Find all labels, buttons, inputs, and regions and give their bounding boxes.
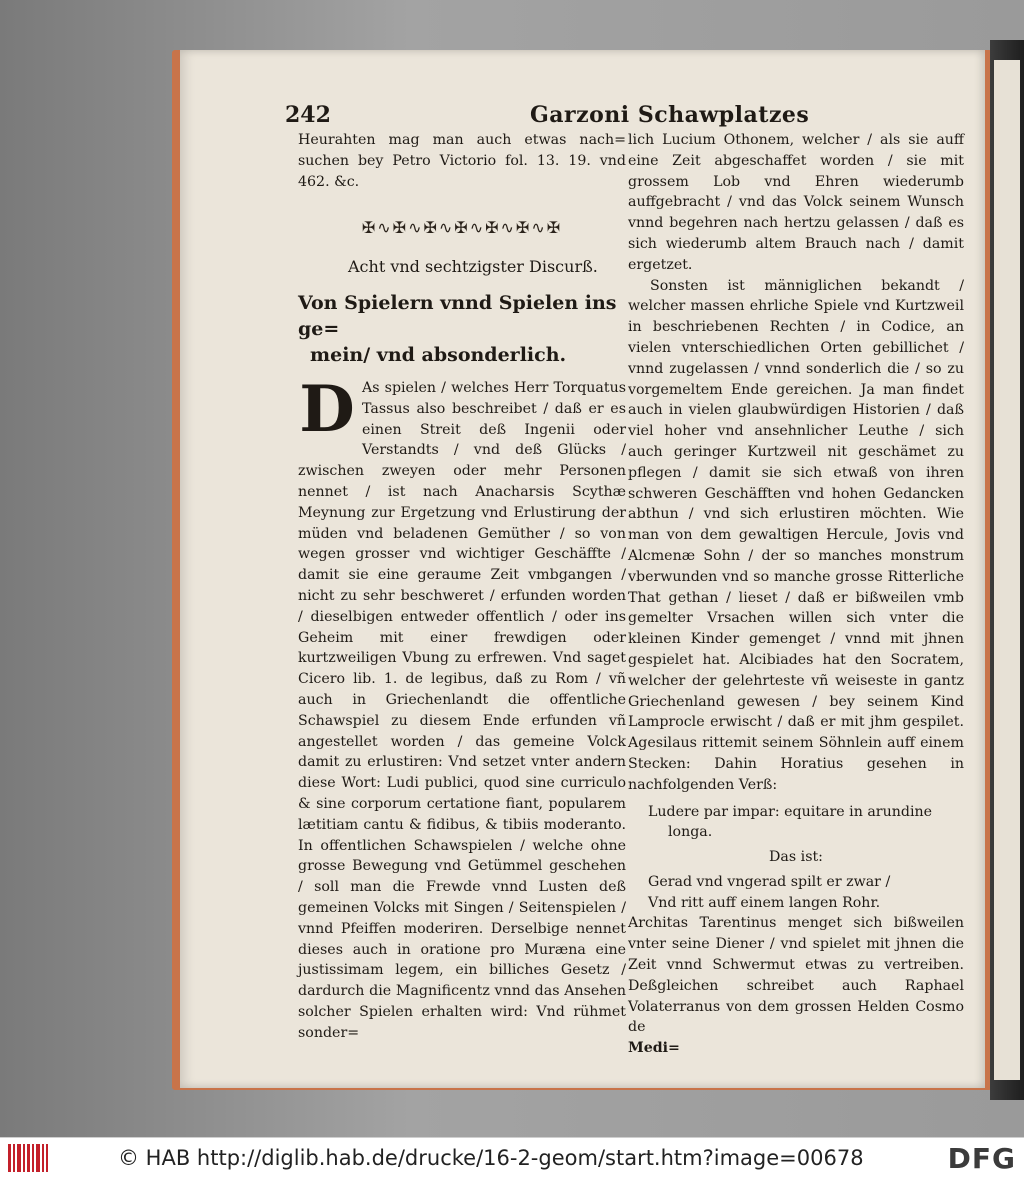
body-block (298, 371, 626, 1044)
right-paragraph-1: lich Lucium Othonem, welcher / als sie auff eine Zeit abgeschaffet worden / sie mit grossem Lob vnd Ehren wiederumb auffgebracht / vnd das Volck seinem Wunsch vnnd begehren nach hertzu gelassen / daß es sich wiederumb altem Brauch nach / damit ergetzet. (628, 132, 964, 273)
section-heading (298, 290, 626, 368)
next-page-edge (990, 40, 1024, 1100)
page-number: 242 (285, 102, 331, 128)
right-column (628, 130, 964, 1059)
intro-paragraph: Heurahten mag man auch etwas nach= suchen bey Petro Victorio fol. 13. 19. vnd 462. &c. (298, 132, 626, 190)
catchword: Medi= (628, 1040, 680, 1057)
copyright-link[interactable]: © HAB http://diglib.hab.de/drucke/16-2-geom/start.htm?image=00678 (118, 1146, 864, 1170)
body-paragraph: As spielen / welches Herr Torquatus Tassus also beschreibet / daß er es einen Streit deß Ingenii oder Verstandts / vnd deß Glücks / zwischen zweyen oder mehr Personen nennet / ist nach Anacharsis Scythæ Meynung zur Ergetzung vnd Erlustirung der müden vnd beladenen Gemüther / so von wegen grosser vnd wichtiger Geschäffte / damit sie eine geraume Zeit vmbgangen / nicht zu sehr beschweret / erfunden worden / dieselbigen entweder offentlich / oder ins Geheim mit einer frewdigen oder kurtzweiligen Vbung zu erfrewen. Vnd saget Cicero lib. 1. de legibus, daß zu Rom / vñ auch in Griechenlandt die offentliche Schawspiel zu diesem Ende erfunden vñ angestellet worden / das gemeine Volck damit zu erlustiren: Vnd setzet vnter andern diese Wort: Ludi publici, quod sine curriculo & sine corporum certatione fiant, popularem lætitiam cantu & fidibus, & tibiis moderanto. In offentlichen Schawspielen / welche ohne grosse Bewegung vnd Getümmel geschehen / soll man die Frewde vnnd Lusten deß gemeinen Volcks mit Singen / Seitenspielen / vnnd Pfeiffen moderiren. Derselbige nennet dieses auch in oratione pro Muræna eine justissimam legem, ein billiches Gesetz / dardurch die Magnificentz vnnd das Ansehen solcher Spielen erhalten wird: Vnd rühmet sonder= (298, 379, 626, 1041)
latin-verse-line2: longa. (668, 824, 713, 841)
right-paragraph-3: Architas Tarentinus menget sich bißweilen vnter seine Diener / vnd spielet mit jhnen die Zeit vnnd Schwermut etwas zu vertreiben. Deßgleichen schreibet auch Raphael Volaterranus von dem grossen Helden Cosmo de (628, 915, 964, 1036)
page-header (285, 102, 965, 132)
section-heading-line2: mein/ vnd absonderlich. (310, 343, 567, 366)
section-heading-line1: Von Spielern vnnd Spielen ins ge= (298, 291, 617, 340)
drop-cap-letter: D (299, 371, 355, 447)
dfg-logo: DFG (947, 1142, 1016, 1175)
ornament-divider: ✠∿✠∿✠∿✠∿✠∿✠∿✠ (361, 218, 563, 238)
book-page (180, 50, 985, 1088)
barcode-icon (8, 1144, 48, 1172)
right-paragraph-2: Sonsten ist männiglichen bekandt / welcher massen ehrliche Spiele vnd Kurtzweil in beschriebenen Rechten / in Codice, an vielen vnterschiedlichen Orten gebillichet / vnnd zugelassen / vnnd sonderlich die / so zu vorgemeltem Ende gereichen. Ja man findet auch in vielen glaubwürdigen Historien / daß viel hoher vnd ansehnlicher Leuthe / sich auch geringer Kurtzweil nit geschämet zu pflegen / damit sie sich etwaß von ihren schweren Geschäfften vnd hohen Gedancken abthun / vnd sich erlustiren möchten. Wie man von dem gewaltigen Hercule, Jovis vnd Alcmenæ Sohn / der so manches monstrum vberwunden vnd so manche grosse Ritterliche That gethan / lieset / daß er bißweilen vmb gemelter Vrsachen willen sich vnter die kleinen Kinder gemenget / vnnd mit jhnen gespielet hat. Alcibiades hat den Socratem, welcher der gelehrteste vñ weiseste in gantz Griechenland gewesen / bey seinem Kind Lamprocle erwischt / daß er mit jhm gespilet. Agesilaus rittemit seinem Söhnlein auff einem Stecken: Dahin Horatius gesehen in nachfolgenden Verß: (628, 277, 964, 793)
das-ist-label: Das ist: (769, 849, 823, 866)
german-verse-line1: Gerad vnd vngerad spilt er zwar / (648, 873, 891, 890)
running-title: Garzoni Schawplatzes (530, 102, 810, 128)
footer-bar (0, 1137, 1024, 1178)
chapter-title: Acht vnd sechtzigster Discurß. (348, 257, 598, 277)
latin-verse-line1: Ludere par impar: equitare in arundine (648, 803, 933, 820)
left-column (298, 130, 626, 1043)
german-verse-line2: Vnd ritt auff einem langen Rohr. (648, 894, 881, 911)
